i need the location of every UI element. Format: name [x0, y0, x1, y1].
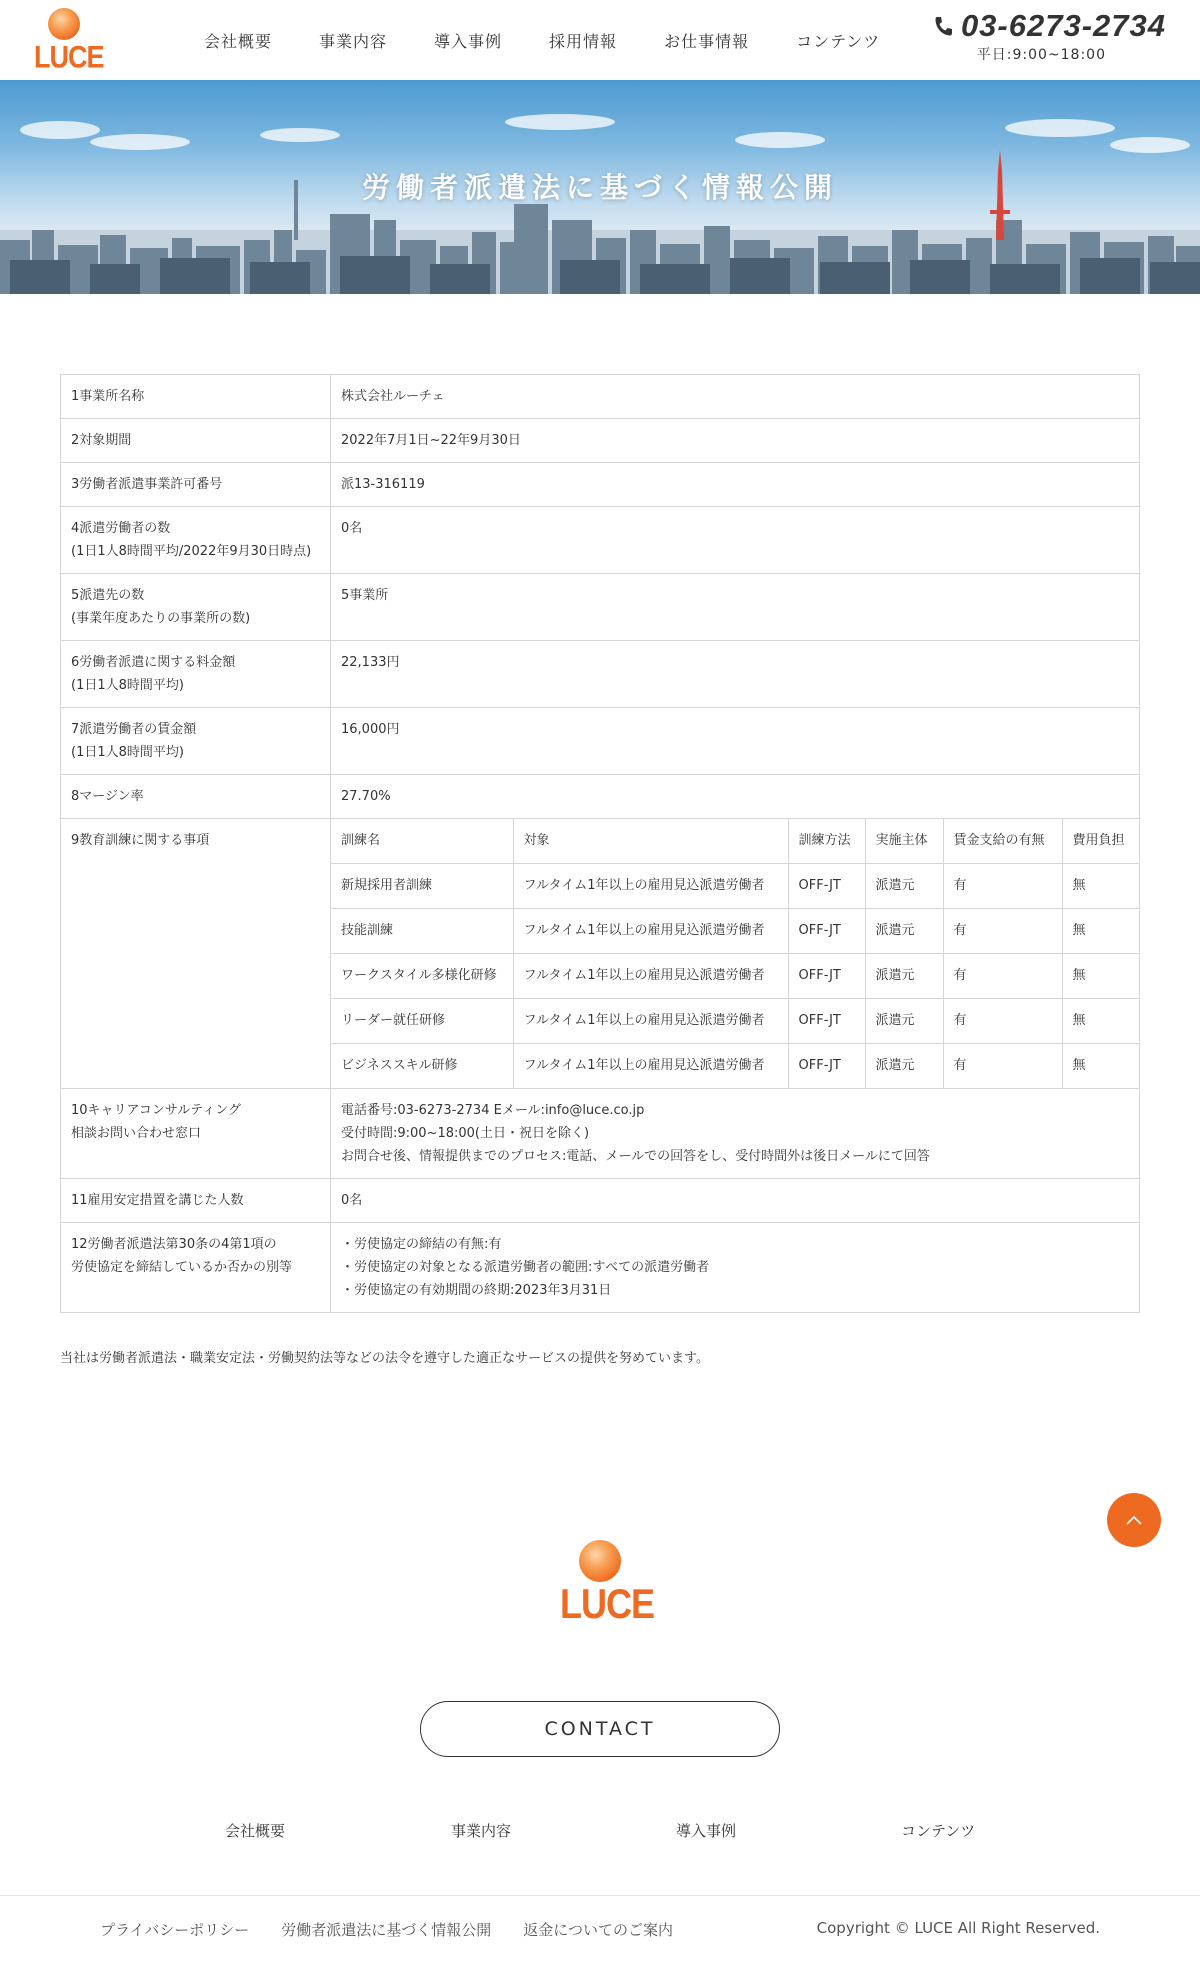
training-cell-paid: 有: [943, 1044, 1062, 1089]
training-cell-method: OFF-JT: [788, 909, 865, 954]
training-cell-provider: 派遣元: [865, 954, 943, 999]
training-cell-cost: 無: [1062, 1044, 1139, 1089]
training-cell-paid: 有: [943, 864, 1062, 909]
footer-nav-contents[interactable]: コンテンツ: [901, 1822, 976, 1840]
row-label-line: (1日1人8時間平均): [71, 745, 184, 760]
logo-text: LUCE: [34, 39, 104, 75]
contact-button[interactable]: CONTACT: [420, 1701, 780, 1757]
training-row: [331, 1044, 1139, 1089]
footer-legal-links: [100, 1919, 705, 1940]
training-cell-target: フルタイム1年以上の雇用見込派遣労働者: [513, 909, 788, 954]
tel-number-row[interactable]: [933, 8, 1166, 44]
training-row: [331, 999, 1139, 1044]
training-cell-method: OFF-JT: [788, 864, 865, 909]
training-header-row: [331, 819, 1139, 864]
row-label-line: 労使協定を締結しているか否かの別等: [71, 1260, 293, 1275]
agreement-line: ・労使協定の締結の有無:有: [341, 1237, 502, 1252]
dispatch-disclosure-link[interactable]: 労働者派遣法に基づく情報公開: [281, 1921, 492, 1939]
training-cell-target: フルタイム1年以上の雇用見込派遣労働者: [513, 864, 788, 909]
row-label-line: 7派遣労働者の賃金額: [71, 722, 197, 737]
training-cell-provider: 派遣元: [865, 864, 943, 909]
row-label-line: 5派遣先の数: [71, 588, 145, 603]
row-value: 0名: [331, 507, 1140, 574]
training-cell-cost: 無: [1062, 909, 1139, 954]
copyright: Copyright © LUCE All Right Reserved.: [816, 1919, 1100, 1937]
row-label: 8マージン率: [61, 775, 331, 819]
tel-hours: 平日:9:00~18:00: [976, 47, 1106, 63]
phone-icon: [933, 15, 953, 37]
training-cell-method: OFF-JT: [788, 999, 865, 1044]
row-label-line: (1日1人8時間平均): [71, 678, 184, 693]
row-label: [61, 1089, 331, 1179]
main-nav: [204, 0, 927, 80]
row-value: 2022年7月1日~22年9月30日: [331, 419, 1140, 463]
table-row: [61, 641, 1140, 708]
logo-sun-icon: [48, 8, 80, 40]
training-cell-name: ビジネススキル研修: [341, 1058, 458, 1073]
row-value: [331, 1223, 1140, 1313]
training-header: 訓練名: [331, 819, 513, 864]
footer-nav-company[interactable]: 会社概要: [225, 1822, 286, 1840]
footer-logo[interactable]: [560, 1540, 654, 1627]
table-row: [61, 419, 1140, 463]
nav-item-contents[interactable]: コンテンツ: [796, 31, 881, 51]
training-row: [331, 864, 1139, 909]
career-line-contact: 電話番号:03-6273-2734 Eメール:info@luce.co.jp: [341, 1103, 645, 1118]
table-row: [61, 775, 1140, 819]
training-cell-target: フルタイム1年以上の雇用見込派遣労働者: [513, 954, 788, 999]
row-label-line: 10キャリアコンサルティング: [71, 1103, 241, 1118]
training-cell-name: リーダー就任研修: [331, 999, 513, 1044]
table-row-training: [61, 819, 1140, 1089]
table-row: [61, 708, 1140, 775]
training-cell-paid: 有: [943, 954, 1062, 999]
table-row: [61, 375, 1140, 419]
nav-item-cases[interactable]: 導入事例: [434, 31, 503, 51]
row-label: 2対象期間: [61, 419, 331, 463]
career-line-hours: 受付時間:9:00~18:00(土日・祝日を除く): [341, 1126, 590, 1141]
row-label: [61, 641, 331, 708]
training-cell-method: OFF-JT: [788, 954, 865, 999]
row-label: 9教育訓練に関する事項: [61, 819, 331, 1089]
table-row: [61, 574, 1140, 641]
agreement-line: ・労使協定の対象となる派遣労働者の範囲:すべての派遣労働者: [341, 1260, 710, 1275]
training-cell-cost: 無: [1062, 954, 1139, 999]
site-header: [0, 0, 1200, 80]
footer-logo-text: LUCE: [560, 1579, 654, 1627]
compliance-note: 当社は労働者派遣法・職業安定法・労働契約法等などの法令を遵守した適正なサービスの提供を努めています。: [60, 1351, 709, 1366]
training-cell-name: 技能訓練: [331, 909, 513, 954]
training-header: 訓練方法: [788, 819, 865, 864]
row-value: 22,133円: [331, 641, 1140, 708]
row-value: 16,000円: [331, 708, 1140, 775]
footer-nav-cases[interactable]: 導入事例: [676, 1822, 737, 1840]
row-label: 11雇用安定措置を講じた人数: [61, 1179, 331, 1223]
nav-item-business[interactable]: 事業内容: [319, 31, 388, 51]
training-cell-paid: 有: [943, 909, 1062, 954]
row-value: 27.70%: [331, 775, 1140, 819]
table-row: [61, 1179, 1140, 1223]
tel-number[interactable]: 03-6273-2734: [960, 8, 1166, 43]
hero-banner: [0, 80, 1200, 294]
training-cell-provider: 派遣元: [865, 999, 943, 1044]
site-logo[interactable]: [34, 8, 104, 75]
training-cell-target: フルタイム1年以上の雇用見込派遣労働者: [513, 999, 788, 1044]
table-row: [61, 1223, 1140, 1313]
disclosure-table: [60, 374, 1140, 1313]
footer-nav-business[interactable]: 事業内容: [451, 1822, 512, 1840]
training-table: [331, 819, 1139, 1088]
table-row: [61, 507, 1140, 574]
career-line-process: お問合せ後、情報提供までのプロセス:電話、メールでの回答をし、受付時間外は後日メールにて回答: [341, 1149, 930, 1164]
logo-sun-icon: [579, 1540, 621, 1582]
row-label: 1事業所名称: [61, 375, 331, 419]
table-row: [61, 463, 1140, 507]
training-cell-paid: 有: [943, 999, 1062, 1044]
privacy-policy-link[interactable]: プライバシーポリシー: [100, 1921, 250, 1939]
row-label: [61, 574, 331, 641]
training-row: [331, 909, 1139, 954]
nav-item-company[interactable]: 会社概要: [204, 31, 273, 51]
row-label: [61, 507, 331, 574]
header-tel[interactable]: [933, 8, 1166, 64]
row-label-line: 12労働者派遣法第30条の4第1項の: [71, 1237, 277, 1252]
training-cell: [331, 819, 1140, 1089]
refund-info-link[interactable]: 返金についてのご案内: [523, 1921, 673, 1939]
chevron-up-icon: [1125, 1514, 1143, 1526]
nav-item-jobs[interactable]: お仕事情報: [664, 31, 750, 51]
row-label-line: (1日1人8時間平均/2022年9月30日時点): [71, 544, 312, 559]
row-label-line: 相談お問い合わせ窓口: [71, 1126, 202, 1141]
row-label: [61, 708, 331, 775]
training-cell-provider: 派遣元: [865, 909, 943, 954]
back-to-top-button[interactable]: [1107, 1493, 1161, 1547]
page-title: 労働者派遣法に基づく情報公開: [361, 171, 838, 204]
row-label-line: 6労働者派遣に関する料金額: [71, 655, 236, 670]
training-cell-name: ワークスタイル多様化研修: [331, 954, 513, 999]
nav-item-recruit[interactable]: 採用情報: [549, 31, 618, 51]
training-cell-method: OFF-JT: [788, 1044, 865, 1089]
row-label: [61, 1223, 331, 1313]
agreement-line: ・労使協定の有効期間の終期:2023年3月31日: [341, 1283, 612, 1298]
training-cell-name: 新規採用者訓練: [331, 864, 513, 909]
training-header: 対象: [513, 819, 788, 864]
row-value: 5事業所: [331, 574, 1140, 641]
training-header: 賃金支給の有無: [943, 819, 1062, 864]
row-value: 派13-316119: [331, 463, 1140, 507]
row-value: [331, 1089, 1140, 1179]
training-cell-target: フルタイム1年以上の雇用見込派遣労働者: [513, 1044, 788, 1089]
row-label-line: 4派遣労働者の数: [71, 521, 171, 536]
table-row: [61, 1089, 1140, 1179]
training-row: [331, 954, 1139, 999]
row-label-line: (事業年度あたりの事業所の数): [71, 611, 251, 626]
training-cell-cost: 無: [1062, 999, 1139, 1044]
row-value: 株式会社ルーチェ: [331, 375, 1140, 419]
row-label: 3労働者派遣事業許可番号: [61, 463, 331, 507]
training-cell-provider: 派遣元: [865, 1044, 943, 1089]
training-header: 費用負担: [1062, 819, 1139, 864]
training-cell-cost: 無: [1062, 864, 1139, 909]
footer-divider: [0, 1895, 1200, 1896]
row-value: 0名: [331, 1179, 1140, 1223]
training-header: 実施主体: [865, 819, 943, 864]
